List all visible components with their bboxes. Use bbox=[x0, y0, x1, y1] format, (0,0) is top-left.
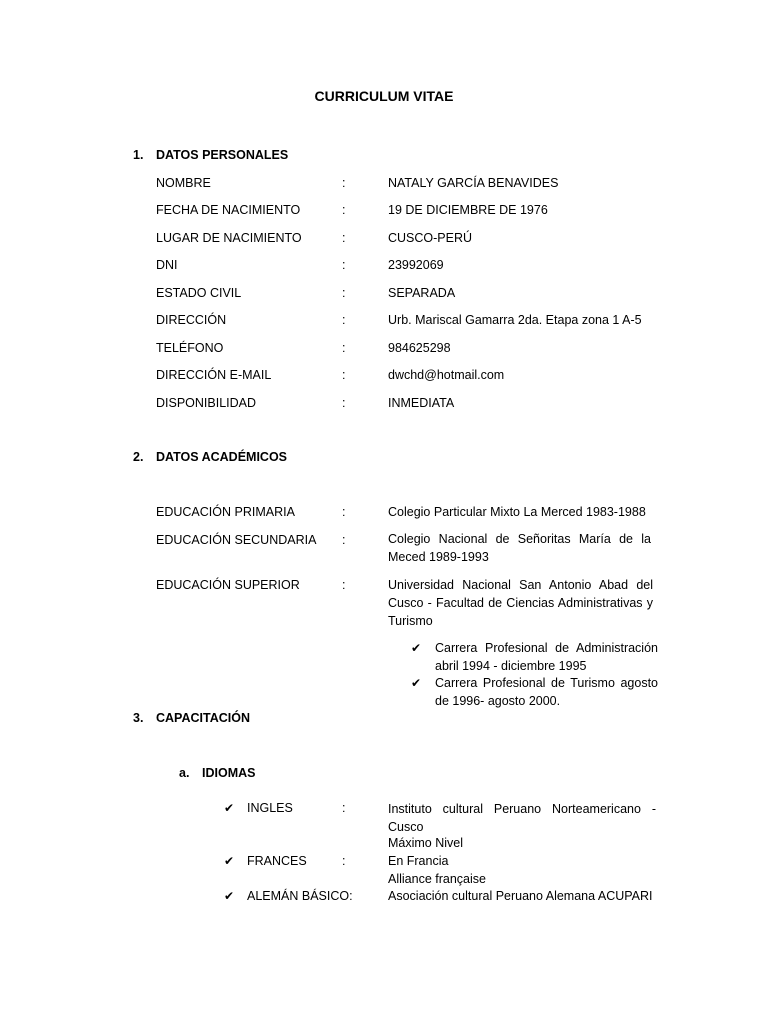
field-value-secondary: Colegio Nacional de Señoritas María de la Meced 1989-1993 bbox=[388, 532, 651, 564]
field-value-civil-status: SEPARADA bbox=[388, 286, 456, 300]
field-separator: : bbox=[342, 505, 346, 519]
field-label-secondary: EDUCACIÓN SECUNDARIA bbox=[156, 533, 317, 547]
field-value-birthplace: CUSCO-PERÚ bbox=[388, 231, 473, 245]
field-separator: : bbox=[342, 396, 346, 410]
field-value-dni: 23992069 bbox=[388, 258, 444, 272]
field-separator: : bbox=[342, 286, 346, 300]
language-name-french: FRANCES bbox=[247, 854, 307, 868]
language-detail-french: En Francia bbox=[388, 854, 449, 868]
field-label-birthdate: FECHA DE NACIMIENTO bbox=[156, 203, 301, 217]
career-item: Carrera Profesional de Administración abril 1994 - diciembre 1995 bbox=[435, 641, 658, 673]
language-detail-german: Asociación cultural Peruano Alemana ACUPARI bbox=[388, 889, 653, 903]
field-label-email: DIRECCIÓN E-MAIL bbox=[156, 368, 272, 382]
check-icon: ✔ bbox=[411, 676, 422, 690]
subsection-letter: a. bbox=[179, 766, 190, 780]
check-icon: ✔ bbox=[411, 641, 422, 655]
field-value-higher: Universidad Nacional San Antonio Abad del Cusco - Facultad de Ciencias Administrativas y Turismo bbox=[388, 578, 653, 628]
field-separator: : bbox=[342, 578, 346, 592]
section-title-personal: DATOS PERSONALES bbox=[156, 148, 289, 162]
section-title-training: CAPACITACIÓN bbox=[156, 711, 250, 725]
field-label-higher: EDUCACIÓN SUPERIOR bbox=[156, 578, 300, 592]
field-separator: : bbox=[342, 801, 346, 815]
check-icon: ✔ bbox=[224, 854, 235, 868]
field-label-phone: TELÉFONO bbox=[156, 341, 224, 355]
field-separator: : bbox=[342, 533, 346, 547]
field-separator: : bbox=[342, 203, 346, 217]
field-value-name: NATALY GARCÍA BENAVIDES bbox=[388, 176, 559, 190]
subsection-title-languages: IDIOMAS bbox=[202, 766, 256, 780]
career-item: Carrera Profesional de Turismo agosto de 1996- agosto 2000. bbox=[435, 676, 658, 708]
field-value-availability: INMEDIATA bbox=[388, 396, 455, 410]
field-separator: : bbox=[342, 341, 346, 355]
field-separator: : bbox=[342, 854, 346, 868]
field-label-address: DIRECCIÓN bbox=[156, 313, 227, 327]
field-value-address: Urb. Mariscal Gamarra 2da. Etapa zona 1 A-5 bbox=[388, 313, 642, 327]
check-icon: ✔ bbox=[224, 801, 235, 815]
field-label-civil-status: ESTADO CIVIL bbox=[156, 286, 242, 300]
field-label-name: NOMBRE bbox=[156, 176, 211, 190]
field-value-birthdate: 19 DE DICIEMBRE DE 1976 bbox=[388, 203, 548, 217]
field-label-dni: DNI bbox=[156, 258, 178, 272]
section-title-academic: DATOS ACADÉMICOS bbox=[156, 450, 288, 464]
language-detail-english-level: Máximo Nivel bbox=[388, 836, 464, 850]
field-separator: : bbox=[342, 313, 346, 327]
section-number-academic: 2. bbox=[133, 450, 144, 464]
field-value-primary: Colegio Particular Mixto La Merced 1983-1988 bbox=[388, 505, 646, 519]
field-separator: : bbox=[342, 368, 346, 382]
field-separator: : bbox=[342, 176, 346, 190]
section-number-personal: 1. bbox=[133, 148, 144, 162]
field-separator: : bbox=[342, 231, 346, 245]
field-label-primary: EDUCACIÓN PRIMARIA bbox=[156, 505, 295, 519]
page-title: CURRICULUM VITAE bbox=[314, 88, 454, 104]
language-detail-english: Instituto cultural Peruano Norteamericano - Cusco bbox=[388, 802, 656, 834]
language-name-english: INGLES bbox=[247, 801, 293, 815]
language-name-german: ALEMÁN BÁSICO: bbox=[247, 889, 353, 903]
check-icon: ✔ bbox=[224, 889, 235, 903]
field-separator: : bbox=[342, 258, 346, 272]
field-value-email: dwchd@hotmail.com bbox=[388, 368, 505, 382]
section-number-training: 3. bbox=[133, 711, 144, 725]
field-label-availability: DISPONIBILIDAD bbox=[156, 396, 257, 410]
language-detail-french-school: Alliance française bbox=[388, 872, 486, 886]
field-label-birthplace: LUGAR DE NACIMIENTO bbox=[156, 231, 302, 245]
field-value-phone: 984625298 bbox=[388, 341, 451, 355]
